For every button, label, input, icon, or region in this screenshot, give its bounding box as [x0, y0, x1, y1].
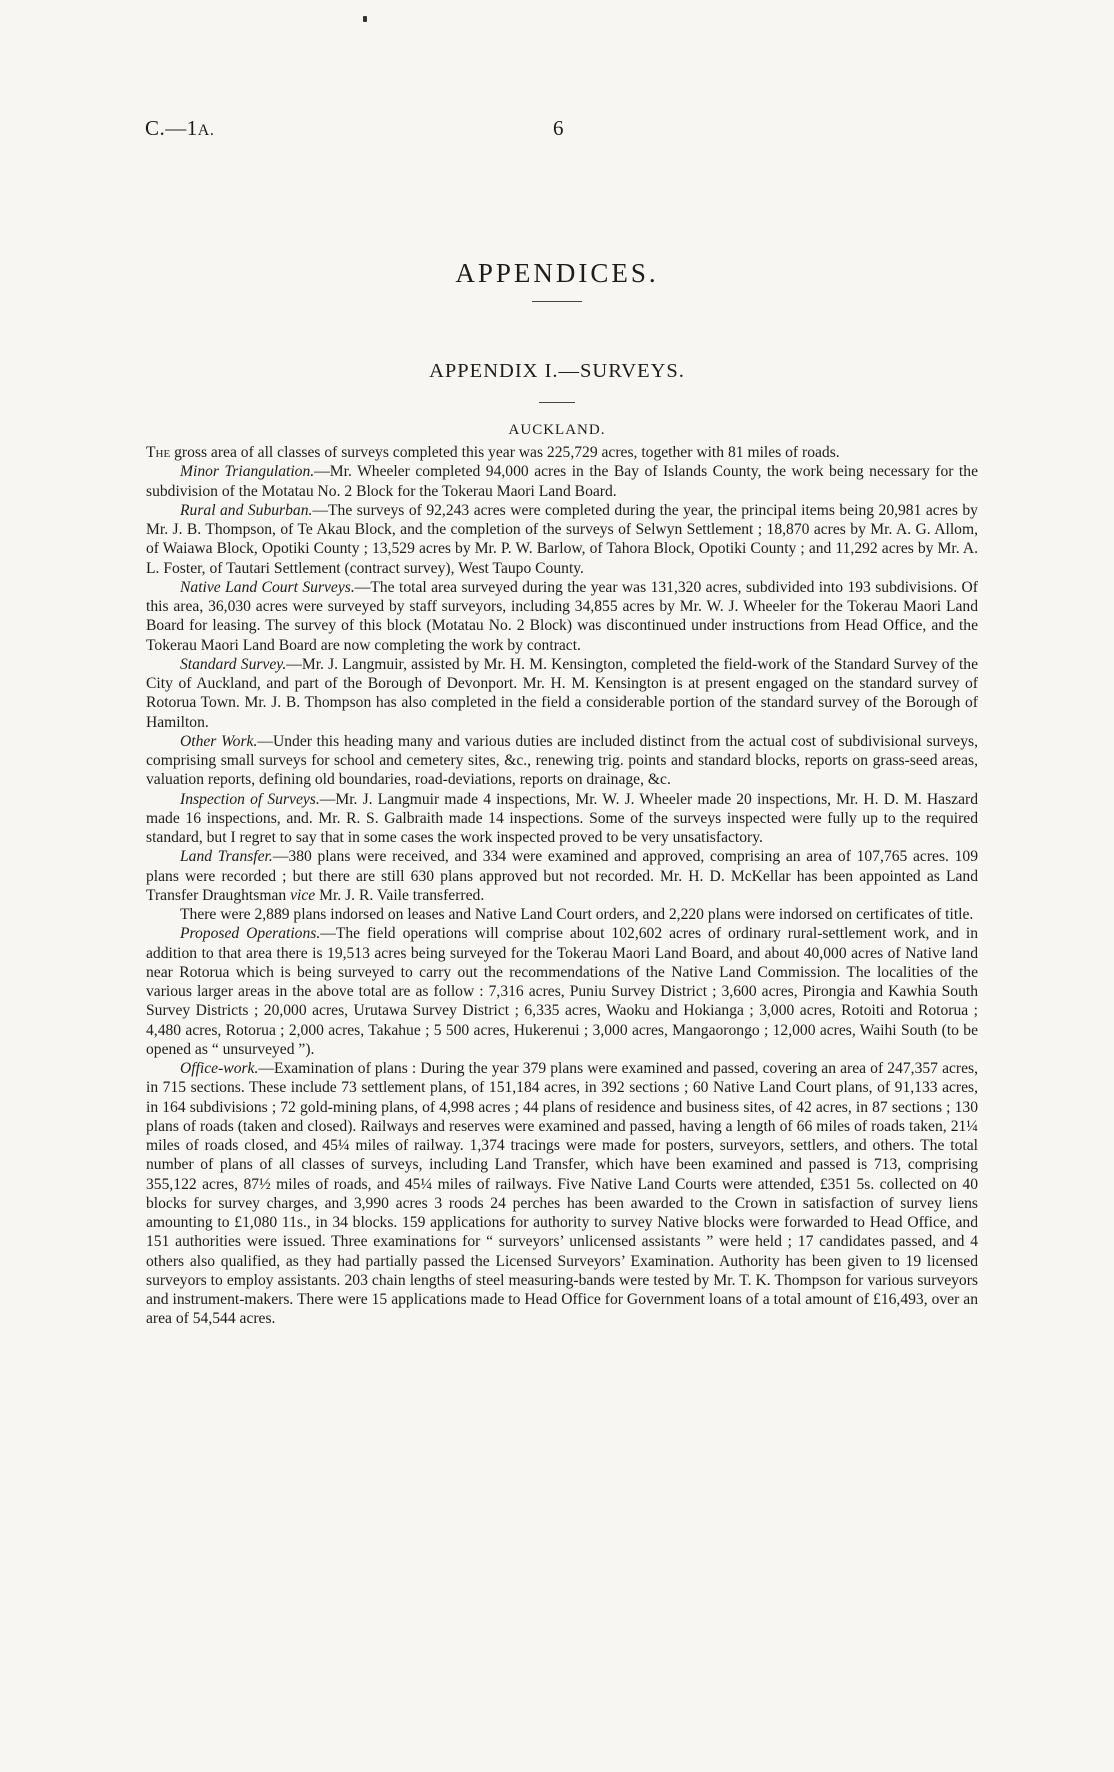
- paragraph-office-work: Office-work.—Examination of plans : During the year 379 plans were examined and passed, covering an area of 247,357 acres, in 715 sections. These include 73 settlement plans, of 151,184 acres, in 392 sections ; 60 Native Land Court plans, of 91,133 acres, in 164 subdivisions ; 72 gold-mining plans, of 4,998 acres ; 44 plans of residence and business sites, of 42 acres, in 87 sections ; 130 plans of roads (taken and closed). Railways and reserves were examined and passed, having a length of 66 miles of roads taken, 21¼ miles of roads closed, and 45¼ miles of railway. 1,374 tracings were made for posters, surveyors, settlers, and others. The total number of plans of all classes of surveys, including Land Transfer, which have been examined and passed is 713, comprising 355,122 acres, 87½ miles of roads, and 45¼ miles of railways. Five Native Land Courts were attended, £351 5s. collected on 40 blocks for survey charges, and 3,990 acres 3 roods 24 perches has been awarded to the Crown in satisfaction of survey liens amounting to £1,080 11s., in 34 blocks. 159 applications for authority to survey Native blocks were forwarded to Head Office, and 151 authorities were issued. Three examinations for “ surveyors’ unlicensed assistants ” were held ; 17 candidates passed, and 4 others also qualified, as they had partially passed the Licensed Surveyors’ Examination. Authority has been given to 19 licensed surveyors to employ assistants. 203 chain lengths of steel measuring-bands were tested by Mr. T. K. Thompson for various surveyors and instrument-makers. There were 15 applications made to Head Office for Government loans of a total amount of £16,493, over an area of 54,544 acres.: [146, 1060, 978, 1328]
- print-mark: [363, 16, 367, 22]
- page-number: 6: [553, 116, 564, 140]
- document-reference: C.—1A.: [145, 116, 215, 140]
- paragraph-standard-survey: Standard Survey.—Mr. J. Langmuir, assisted by Mr. H. M. Kensington, completed the field-work of the Standard Survey of the City of Auckland, and part of the Borough of Devonport. Mr. H. M. Kensington is at present engaged on the standard survey of Rotorua Town. Mr. J. B. Thompson has also completed in the field a considerable portion of the standard survey of the Borough of Hamilton.: [146, 655, 979, 731]
- paragraph-intro: The gross area of all classes of surveys completed this year was 225,729 acres, together with 81 miles of roads.: [146, 444, 840, 461]
- paragraph-rural-suburban: Rural and Suburban.—The surveys of 92,243 acres were completed during the year, the principal items being 20,981 acres by Mr. J. B. Thompson, of Te Akau Block, and the completion of the surveys of Selwyn Settlement ; 18,870 acres by Mr. A. G. Allom, of Waiawa Block, Opotiki County ; 13,529 acres by Mr. P. W. Barlow, of Tahora Block, Opotiki County ; and 11,292 acres by Mr. A. L. Foster, of Tautari Settlement (contract survey), West Taupo County.: [146, 501, 978, 577]
- paragraph-other-work: Other Work.—Under this heading many and various duties are included distinct from the actual cost of subdivisional surveys, comprising small surveys for school and cemetery sites, &c., renewing trig. points and standard blocks, reports on grass-seed areas, valuation reports, defining old boundaries, road-deviations, reports on drainage, &c.: [146, 732, 978, 789]
- page-title: APPENDICES.: [455, 258, 659, 288]
- title-rule: [532, 301, 582, 302]
- body-text: [146, 443, 978, 1329]
- section-heading: AUCKLAND.: [508, 422, 606, 438]
- paragraph-native-land-court: Native Land Court Surveys.—The total area surveyed during the year was 131,320 acres, subdivided into 193 subdivisions. Of this area, 36,030 acres were surveyed by staff surveyors, including 34,855 acres by Mr. W. J. Wheeler for the Tokerau Maori Land Board for leasing. The survey of this block (Motatau No. 2 Block) was discontinued under instructions from Head Office, and the Tokerau Maori Land Board are now completing the work by contract.: [146, 578, 978, 654]
- paragraph-land-transfer: Land Transfer.—380 plans were received, and 334 were examined and approved, comprising an area of 107,765 acres. 109 plans were recorded ; but there are still 630 plans approved but not recorded. Mr. H. D. McKellar has been appointed as Land Transfer Draughtsman vice Mr. J. R. Vaile transferred.: [146, 848, 978, 904]
- paragraph-proposed-operations: Proposed Operations.—The field operations will comprise about 102,602 acres of ordinary rural-settlement work, and in addition to that area there is 19,513 acres being surveyed for the Tokerau Maori Land Board, and about 40,000 acres of Native land near Rotorua which is being surveyed to carry out the recommendations of the Native Land Commission. The localities of the various larger areas in the above total are as follow : 7,316 acres, Puniu Survey District ; 3,600 acres, Pirongia and Kawhia South Survey Districts ; 20,000 acres, Urutawa Survey District ; 6,335 acres, Waoku and Hokianga ; 3,000 acres, Rotoiti and Rotorua ; 4,480 acres, Rotorua ; 2,000 acres, Takahue ; 5 500 acres, Hukerenui ; 3,000 acres, Mangaorongo ; 12,000 acres, Waihi South (to be opened as “ unsurveyed ”).: [146, 925, 978, 1058]
- paragraph-inspection: Inspection of Surveys.—Mr. J. Langmuir made 4 inspections, Mr. W. J. Wheeler made 20 inspections, Mr. H. D. M. Haszard made 16 inspections, and. Mr. R. S. Galbraith made 14 inspections. Some of the surveys inspected were fully up to the required standard, but I regret to say that in some cases the work inspected proved to be very unsatisfactory.: [146, 790, 978, 846]
- paragraph-plans-indorsed: There were 2,889 plans indorsed on leases and Native Land Court orders, and 2,220 plans were indorsed on certificates of title.: [180, 906, 974, 923]
- appendix-title: APPENDIX I.—SURVEYS.: [429, 360, 685, 382]
- subtitle-rule: [539, 402, 575, 403]
- paragraph-minor-triangulation: Minor Triangulation.—Mr. Wheeler completed 94,000 acres in the Bay of Islands County, the work being necessary for the subdivision of the Motatau No. 2 Block for the Tokerau Maori Land Board.: [146, 463, 978, 500]
- page-header: [145, 116, 975, 148]
